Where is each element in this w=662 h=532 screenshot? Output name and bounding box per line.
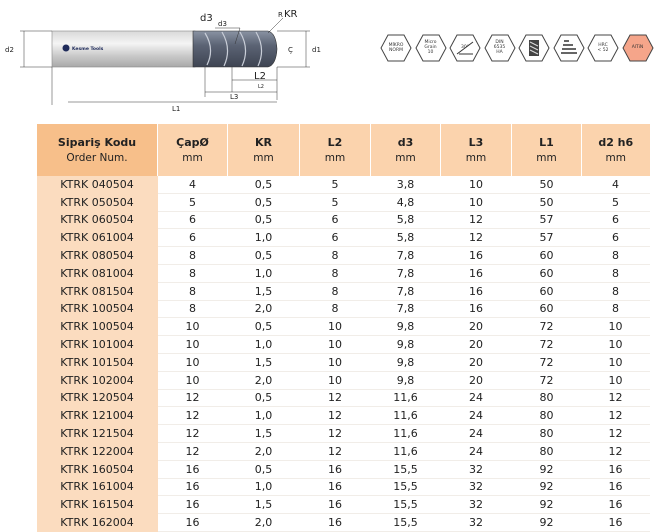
header-l2: L2 mm <box>300 124 371 176</box>
cell-l2: 6 <box>300 211 371 229</box>
cell-l1: 57 <box>512 211 582 229</box>
cell-l2: 8 <box>300 264 371 282</box>
cell-l2: 12 <box>300 425 371 443</box>
cell-diameter: 8 <box>158 282 228 300</box>
cell-l3: 10 <box>441 176 512 193</box>
cell-d2-h6: 10 <box>582 353 650 371</box>
cell-kr: 1,0 <box>228 336 300 354</box>
cell-l3: 12 <box>441 211 512 229</box>
cell-order-code: KTRK 160504 <box>37 460 158 478</box>
din-label: DIN 6535 HA <box>493 40 506 56</box>
brand-text: Kesme Tools <box>72 47 104 52</box>
cell-l2: 8 <box>300 247 371 265</box>
cell-order-code: KTRK 161504 <box>37 496 158 514</box>
cell-l3: 16 <box>441 247 512 265</box>
cell-diameter: 16 <box>158 460 228 478</box>
cell-l2: 16 <box>300 514 371 532</box>
cell-diameter: 8 <box>158 264 228 282</box>
table-row <box>37 176 650 193</box>
d3-inner-top-label: d3 <box>218 20 227 28</box>
cell-diameter: 5 <box>158 193 228 211</box>
table-row <box>37 193 650 211</box>
cell-d2-h6: 6 <box>582 229 650 247</box>
cell-kr: 1,5 <box>228 496 300 514</box>
cell-d3: 11,6 <box>371 425 441 443</box>
cell-l2: 8 <box>300 282 371 300</box>
cell-l1: 92 <box>512 460 582 478</box>
cell-d3: 7,8 <box>371 282 441 300</box>
cell-d2-h6: 10 <box>582 336 650 354</box>
header-kr: KR mm <box>228 124 300 176</box>
altin-coating-icon <box>622 34 654 62</box>
brand-logo-icon <box>63 45 70 52</box>
kr-prefix: R <box>278 11 283 19</box>
cell-d2-h6: 10 <box>582 371 650 389</box>
cell-kr: 1,0 <box>228 407 300 425</box>
hrc-label: HRC < 52 <box>597 42 609 53</box>
cell-diameter: 4 <box>158 176 228 193</box>
cell-d2-h6: 5 <box>582 193 650 211</box>
cell-d3: 11,6 <box>371 442 441 460</box>
cell-d3: 5,8 <box>371 211 441 229</box>
cell-kr: 1,5 <box>228 425 300 443</box>
cell-l1: 72 <box>512 353 582 371</box>
cell-d2-h6: 8 <box>582 282 650 300</box>
kr-label: KR <box>284 9 298 20</box>
cell-l1: 72 <box>512 371 582 389</box>
cell-d2-h6: 8 <box>582 300 650 318</box>
cell-kr: 1,5 <box>228 282 300 300</box>
cell-l2: 10 <box>300 318 371 336</box>
cell-d2-h6: 16 <box>582 460 650 478</box>
cell-d2-h6: 16 <box>582 496 650 514</box>
cell-kr: 1,0 <box>228 264 300 282</box>
cell-l3: 32 <box>441 460 512 478</box>
header-order-code: Sipariş Kodu Order Num. <box>37 124 158 176</box>
cell-l3: 12 <box>441 229 512 247</box>
cell-diameter: 16 <box>158 514 228 532</box>
cell-d3: 4,8 <box>371 193 441 211</box>
table-row <box>37 300 650 318</box>
cell-diameter: 12 <box>158 442 228 460</box>
cell-order-code: KTRK 081504 <box>37 282 158 300</box>
cell-l3: 32 <box>441 478 512 496</box>
table-row <box>37 336 650 354</box>
cell-l1: 60 <box>512 282 582 300</box>
cell-diameter: 10 <box>158 336 228 354</box>
cell-diameter: 12 <box>158 425 228 443</box>
cell-kr: 1,5 <box>228 353 300 371</box>
cell-l2: 16 <box>300 478 371 496</box>
l3-label: L3 <box>230 93 239 101</box>
cell-kr: 2,0 <box>228 371 300 389</box>
cell-d3: 7,8 <box>371 300 441 318</box>
cell-l1: 80 <box>512 442 582 460</box>
cell-l1: 80 <box>512 407 582 425</box>
cell-l2: 5 <box>300 176 371 193</box>
table-row <box>37 460 650 478</box>
cell-kr: 0,5 <box>228 318 300 336</box>
cell-l1: 92 <box>512 496 582 514</box>
table-row <box>37 496 650 514</box>
cell-order-code: KTRK 162004 <box>37 514 158 532</box>
cell-diameter: 16 <box>158 478 228 496</box>
cell-l2: 6 <box>300 229 371 247</box>
cell-d3: 5,8 <box>371 229 441 247</box>
cell-l3: 20 <box>441 353 512 371</box>
altin-coating-label: AlTiN <box>631 45 644 51</box>
cell-l2: 12 <box>300 389 371 407</box>
header-l3: L3 mm <box>441 124 512 176</box>
table-row <box>37 478 650 496</box>
cell-order-code: KTRK 121004 <box>37 407 158 425</box>
cell-kr: 2,0 <box>228 514 300 532</box>
cell-l1: 80 <box>512 389 582 407</box>
cell-l2: 10 <box>300 371 371 389</box>
l2-label: L2 <box>254 71 266 82</box>
cell-order-code: KTRK 101504 <box>37 353 158 371</box>
table-row <box>37 247 650 265</box>
header-diameter: ÇapØ mm <box>158 124 228 176</box>
tool-flute <box>193 31 277 67</box>
cell-l3: 32 <box>441 514 512 532</box>
cell-order-code: KTRK 122004 <box>37 442 158 460</box>
cell-kr: 1,0 <box>228 478 300 496</box>
cell-diameter: 10 <box>158 371 228 389</box>
cell-order-code: KTRK 080504 <box>37 247 158 265</box>
cell-d3: 9,8 <box>371 318 441 336</box>
table-row <box>37 425 650 443</box>
cell-d3: 9,8 <box>371 371 441 389</box>
cell-l3: 16 <box>441 300 512 318</box>
table-row <box>37 389 650 407</box>
cell-l1: 72 <box>512 318 582 336</box>
cell-order-code: KTRK 121504 <box>37 425 158 443</box>
cell-d3: 15,5 <box>371 514 441 532</box>
table-row <box>37 229 650 247</box>
cell-l2: 16 <box>300 460 371 478</box>
cell-diameter: 8 <box>158 300 228 318</box>
header-d3: d3 mm <box>371 124 441 176</box>
cell-l1: 92 <box>512 478 582 496</box>
helix-angle-icon <box>449 34 481 62</box>
cell-kr: 0,5 <box>228 211 300 229</box>
cell-kr: 0,5 <box>228 247 300 265</box>
din-icon <box>484 34 516 62</box>
spec-table <box>36 124 650 532</box>
cell-diameter: 12 <box>158 407 228 425</box>
table-row <box>37 371 650 389</box>
cell-d3: 3,8 <box>371 176 441 193</box>
property-icons <box>380 34 662 62</box>
cell-l3: 24 <box>441 389 512 407</box>
cell-d2-h6: 10 <box>582 318 650 336</box>
table-header-row <box>37 124 650 176</box>
cell-l3: 24 <box>441 442 512 460</box>
cell-l1: 50 <box>512 176 582 193</box>
cell-order-code: KTRK 050504 <box>37 193 158 211</box>
d2-label: d2 <box>5 46 14 54</box>
cell-d2-h6: 16 <box>582 478 650 496</box>
l2-small-label: L2 <box>258 84 264 90</box>
cell-l3: 16 <box>441 282 512 300</box>
cell-d2-h6: 4 <box>582 176 650 193</box>
table-row <box>37 514 650 532</box>
cell-order-code: KTRK 040504 <box>37 176 158 193</box>
d3-top-label: d3 <box>200 13 213 24</box>
micro-grain-10-label: Micro Grain 10 <box>424 40 437 56</box>
helix-angle-label: 30° <box>461 45 469 51</box>
cell-kr: 2,0 <box>228 442 300 460</box>
cell-l3: 20 <box>441 336 512 354</box>
cell-l3: 24 <box>441 425 512 443</box>
cell-l3: 16 <box>441 264 512 282</box>
cell-l2: 10 <box>300 353 371 371</box>
cell-l1: 92 <box>512 514 582 532</box>
cell-l2: 16 <box>300 496 371 514</box>
table-row <box>37 442 650 460</box>
cell-d2-h6: 12 <box>582 389 650 407</box>
cell-d3: 9,8 <box>371 336 441 354</box>
cell-l3: 10 <box>441 193 512 211</box>
cell-order-code: KTRK 100504 <box>37 300 158 318</box>
cell-d3: 7,8 <box>371 247 441 265</box>
cell-l1: 57 <box>512 229 582 247</box>
end-mill-icon <box>518 34 550 62</box>
cell-kr: 0,5 <box>228 389 300 407</box>
cell-order-code: KTRK 100504 <box>37 318 158 336</box>
d1-label: d1 <box>312 46 321 54</box>
cell-order-code: KTRK 120504 <box>37 389 158 407</box>
layers-icon <box>553 34 585 62</box>
table-row <box>37 282 650 300</box>
cell-diameter: 10 <box>158 318 228 336</box>
cell-d2-h6: 12 <box>582 407 650 425</box>
cell-l1: 60 <box>512 300 582 318</box>
cell-diameter: 6 <box>158 229 228 247</box>
cell-diameter: 16 <box>158 496 228 514</box>
table-row <box>37 407 650 425</box>
cell-l1: 60 <box>512 264 582 282</box>
cell-order-code: KTRK 061004 <box>37 229 158 247</box>
cell-l1: 80 <box>512 425 582 443</box>
cell-order-code: KTRK 081004 <box>37 264 158 282</box>
cell-d3: 7,8 <box>371 264 441 282</box>
micro-grain-icon <box>380 34 412 62</box>
header-d2-h6: d2 h6 mm <box>582 124 650 176</box>
cell-l3: 20 <box>441 371 512 389</box>
cell-l1: 60 <box>512 247 582 265</box>
cell-l2: 8 <box>300 300 371 318</box>
cell-l3: 20 <box>441 318 512 336</box>
micro-grain-label: MİKRO NORM <box>388 42 404 53</box>
cell-kr: 2,0 <box>228 300 300 318</box>
cell-d3: 15,5 <box>371 460 441 478</box>
cell-d2-h6: 8 <box>582 247 650 265</box>
cell-order-code: KTRK 102004 <box>37 371 158 389</box>
tool-drawing <box>0 0 340 118</box>
cell-d3: 15,5 <box>371 478 441 496</box>
table-row <box>37 264 650 282</box>
hrc-icon <box>587 34 619 62</box>
cell-order-code: KTRK 101004 <box>37 336 158 354</box>
cell-l3: 24 <box>441 407 512 425</box>
cell-l2: 12 <box>300 407 371 425</box>
cell-d3: 11,6 <box>371 407 441 425</box>
cell-l1: 50 <box>512 193 582 211</box>
cell-l2: 5 <box>300 193 371 211</box>
header-l1: L1 mm <box>512 124 582 176</box>
cell-diameter: 12 <box>158 389 228 407</box>
micro-grain-10-icon <box>415 34 447 62</box>
cell-d2-h6: 6 <box>582 211 650 229</box>
cell-order-code: KTRK 161004 <box>37 478 158 496</box>
table-row <box>37 318 650 336</box>
cell-d2-h6: 16 <box>582 514 650 532</box>
cell-kr: 0,5 <box>228 193 300 211</box>
cell-kr: 0,5 <box>228 176 300 193</box>
cell-kr: 0,5 <box>228 460 300 478</box>
cell-l1: 72 <box>512 336 582 354</box>
cell-diameter: 8 <box>158 247 228 265</box>
table-row <box>37 353 650 371</box>
cell-l3: 32 <box>441 496 512 514</box>
cell-d2-h6: 8 <box>582 264 650 282</box>
cell-kr: 1,0 <box>228 229 300 247</box>
cell-d3: 15,5 <box>371 496 441 514</box>
cell-l2: 12 <box>300 442 371 460</box>
cell-d3: 11,6 <box>371 389 441 407</box>
table-row <box>37 211 650 229</box>
cell-order-code: KTRK 060504 <box>37 211 158 229</box>
l1-label: L1 <box>172 105 181 113</box>
cell-diameter: 6 <box>158 211 228 229</box>
cell-d3: 9,8 <box>371 353 441 371</box>
cell-d2-h6: 12 <box>582 425 650 443</box>
cell-diameter: 10 <box>158 353 228 371</box>
cell-l2: 10 <box>300 336 371 354</box>
d3-inner-label: Ç <box>288 46 293 54</box>
cell-d2-h6: 12 <box>582 442 650 460</box>
